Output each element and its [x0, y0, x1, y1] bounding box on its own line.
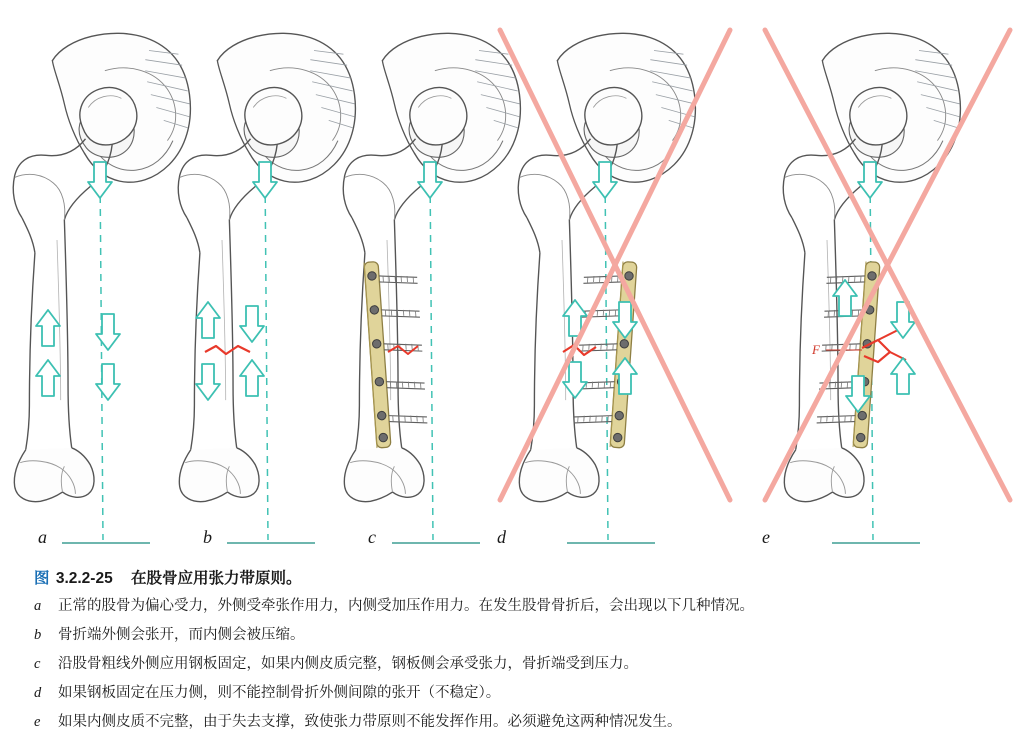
caption-item-key: c — [34, 656, 41, 672]
caption-item-text: 如果钢板固定在压力侧，则不能控制骨折外侧间隙的张开（不稳定）。 — [58, 685, 501, 701]
caption-item-text: 如果内侧皮质不完整，由于失去支撑，致使张力带原则不能发挥作用。必须避免这两种情况发生。 — [58, 714, 682, 730]
panel-c — [343, 33, 520, 547]
caption-item-text: 正常的股骨为偏心受力，外侧受牵张作用力，内侧受加压作用力。在发生股骨骨折后，会出现以下几种情况。 — [58, 598, 754, 614]
caption-item-key: a — [34, 598, 42, 614]
panel-letter-a: a — [38, 527, 47, 547]
panel-letter-d: d — [497, 527, 506, 547]
panel-a — [13, 33, 190, 547]
caption-item-key: e — [34, 714, 41, 730]
panel-b — [178, 33, 355, 547]
panel-e — [762, 30, 1010, 547]
caption-item-text: 沿股骨粗线外侧应用钢板固定，如果内侧皮质完整，钢板侧会承受张力，骨折端受到压力。 — [58, 656, 638, 672]
caption-item-text: 骨折端外侧会张开，而内侧会被压缩。 — [58, 627, 305, 643]
caption-item-key: d — [34, 685, 42, 701]
caption-item-d — [34, 679, 994, 708]
panel-letter-b: b — [203, 527, 212, 547]
panel-letter-e: e — [762, 527, 770, 547]
caption-title-text: 在股骨应用张力带原则。 — [131, 570, 302, 587]
caption-item-key: b — [34, 627, 42, 643]
caption-item-a — [34, 592, 994, 621]
figure-caption — [34, 566, 994, 737]
panel-letter-c: c — [368, 527, 376, 547]
caption-figure-number: 3.2.2-25 — [55, 570, 113, 587]
panel-d — [497, 30, 730, 547]
caption-title-row — [34, 566, 994, 592]
caption-figure-tag: 图 — [34, 570, 50, 587]
caption-item-c — [34, 650, 994, 679]
force-label-F: F — [812, 342, 820, 357]
caption-item-e — [34, 708, 994, 737]
caption-item-b — [34, 621, 994, 650]
